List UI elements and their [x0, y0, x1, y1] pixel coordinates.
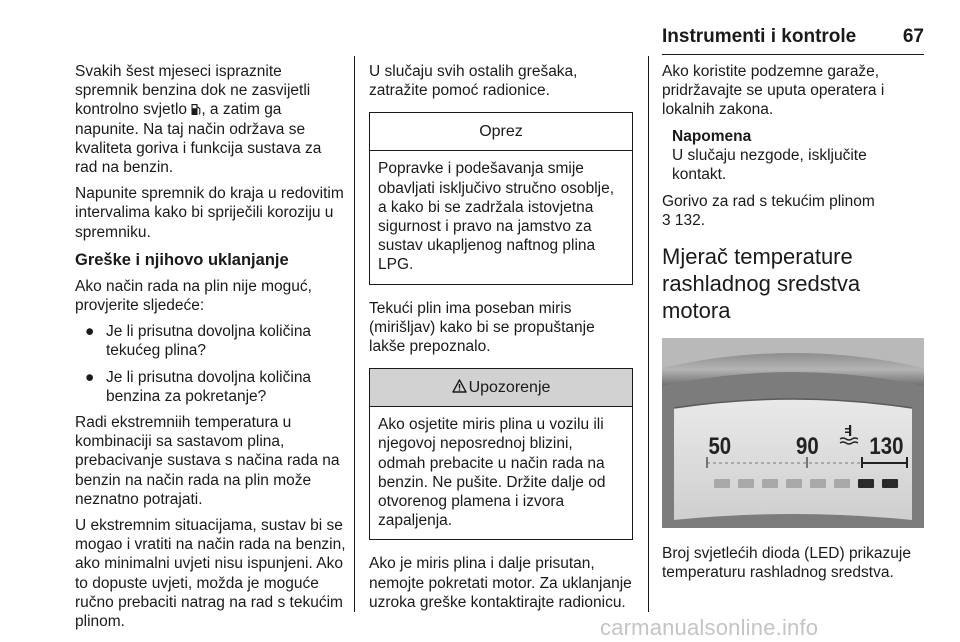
led-segment	[786, 479, 802, 488]
warning-text: Ako osjetite miris plina u vozilu ili njegovoj neposrednoj blizini, odmah prebacite u način rada na benzin. Ne pušite. Držite dalje od otvorenog plamena i izvora zapaljenja.	[378, 416, 606, 530]
warning-box	[369, 368, 633, 540]
paragraph-gas-smell: Tekući plin ima poseban miris (mirišljav) kako bi se propuštanje lakše prepoznalo.	[369, 299, 595, 356]
watermark: carmanualsonline.info	[600, 615, 819, 640]
note-text: U slučaju nezgode, isključite kontakt.	[672, 146, 867, 184]
led-segment	[714, 479, 730, 488]
column-divider-right	[648, 56, 649, 612]
header-rule	[662, 54, 924, 55]
paragraph-check: Ako način rada na plin nije moguć, provjerite sljedeće:	[75, 277, 312, 315]
bullet-marker: ●	[85, 323, 95, 341]
paragraph-other-faults: U slučaju svih ostalih grešaka, zatražite pomoć radionice.	[369, 63, 578, 100]
caution-title: Oprez	[370, 113, 632, 151]
column-2	[369, 62, 633, 619]
page-header	[662, 26, 924, 52]
led-segment	[834, 479, 850, 488]
heading-faults: Greške i njihovo uklanjanje	[75, 250, 289, 269]
page-reference: 3 132.	[662, 212, 706, 230]
section-heading: Mjerač temperature rashladnog sredstva motora	[662, 243, 861, 323]
led-segment	[882, 479, 898, 488]
list-item: ● Je li prisutna dovoljna količina tekućeg plina?	[75, 322, 347, 360]
fuel-pump-icon	[191, 103, 201, 116]
led-segment	[762, 479, 778, 488]
paragraph-garages: Ako koristite podzemne garaže, pridržavajte se uputa operatera i lokalnih zakona.	[662, 63, 885, 119]
warning-header	[370, 369, 632, 407]
paragraph-extreme: U ekstremnim situacijama, sustav bi se mogao i vratiti na način rada na benzin, ako minimalni uvjeti nisu ispunjeni. Ako to dopuste uvjeti, možda je moguće ručno prebaciti natrag na rad s tekućim plinom.	[75, 517, 346, 631]
gauge-label-130: 130	[869, 432, 904, 460]
gauge-label-90: 90	[796, 432, 819, 460]
paragraph-persistent-smell: Ako je miris plina i dalje prisutan, nemojte pokretati motor. Za uklanjanje uzroka greške kontaktirajte radionicu.	[369, 555, 632, 611]
bullet-marker: ●	[85, 368, 95, 386]
page-number: 67	[902, 26, 924, 47]
note-box	[662, 127, 924, 185]
paragraph-led: Broj svjetlećih dioda (LED) prikazuje temperaturu rashladnog sredstva.	[662, 544, 911, 581]
column-1	[75, 62, 347, 638]
warning-triangle-icon	[452, 379, 467, 393]
coolant-gauge-illustration	[662, 338, 924, 528]
paragraph-refill: Napunite spremnik do kraja u redovitim intervalima kako bi spriječili koroziju u spremniku.	[75, 185, 344, 241]
caution-text: Popravke i podešavanja smije obavljati isključivo stručno osoblje, a kako bi se zadržala istovjetna sigurnost i pravo na jamstvo za sustav ukapljenog naftnog plina LPG.	[378, 160, 615, 274]
gauge-face	[674, 399, 912, 520]
column-3	[662, 62, 924, 589]
paragraph-empty-tank: Svakih šest mjeseci ispraznite spremnik benzina dok ne zasvijetli kontrolno svjetlo , a zatim ga napunite. Na taj način održava se kvaliteta goriva i funkcija sustava za rad na benzin.	[75, 63, 322, 177]
caution-box	[369, 112, 633, 284]
paragraph-temperatures: Radi ekstremniih temperatura u kombinaciji sa sastavom plina, prebacivanje sustava s načina rada na benzin na način rada na plin može neznatno potrajati.	[75, 414, 340, 508]
led-segment	[810, 479, 826, 488]
gauge-label-50: 50	[708, 432, 732, 460]
list-item: ● Je li prisutna dovoljna količina benzina za pokretanje?	[75, 368, 347, 406]
led-segment	[858, 479, 874, 488]
warning-title: Upozorenje	[468, 379, 551, 397]
header-title: Instrumenti i kontrole	[662, 26, 857, 47]
paragraph-reference: Gorivo za rad s tekućim plinom 3 132.	[662, 193, 875, 230]
note-title: Napomena	[672, 127, 752, 145]
led-segment	[738, 479, 754, 488]
column-divider-left	[354, 56, 355, 612]
